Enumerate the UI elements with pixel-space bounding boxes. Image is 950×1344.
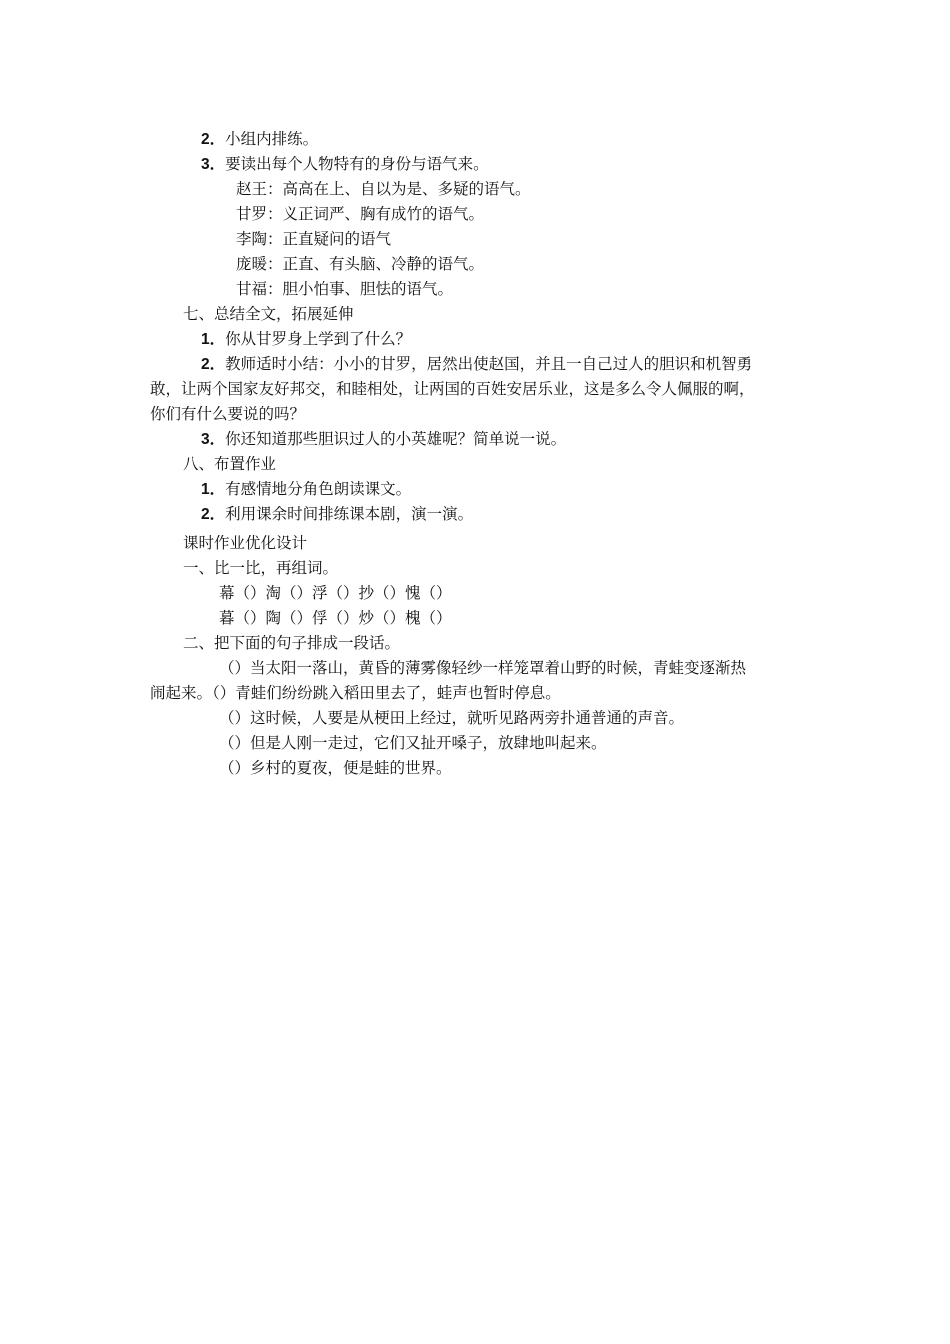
paragraph-line: 2．教师适时小结：小小的甘罗，居然出使赵国，并且一自己过人的胆识和机智勇 [201, 355, 753, 373]
homework-title: 课时作业优化设计 [183, 534, 308, 552]
paragraph-line: 敢，让两个国家友好邦交，和睦相处，让两国的百姓安居乐业，这是多么令人佩服的啊， [150, 380, 755, 398]
list-item: 2．小组内排练。 [201, 130, 319, 148]
list-item: 1．有感情地分角色朗读课文。 [201, 480, 412, 498]
list-item: 1．你从甘罗身上学到了什么？ [201, 330, 412, 348]
list-item: 3．要读出每个人物特有的身份与语气来。 [201, 155, 489, 173]
role-line: 赵王：高高在上、自以为是、多疑的语气。 [236, 180, 531, 198]
section-heading: 二、把下面的句子排成一段话。 [183, 634, 401, 652]
sentence-line: 闹起来。（）青蛙们纷纷跳入稻田里去了，蛙声也暂时停息。 [150, 684, 561, 702]
section-heading: 七、总结全文，拓展延伸 [183, 305, 354, 323]
word-row: 暮（）陶（）俘（）炒（）槐（） [219, 609, 452, 627]
list-item: 3．你还知道那些胆识过人的小英雄呢？简单说一说。 [201, 430, 567, 448]
list-item: 2．利用课余时间排练课本剧，演一演。 [201, 505, 474, 523]
role-line: 甘罗：义正词严、胸有成竹的语气。 [236, 205, 485, 223]
section-heading: 八、布置作业 [183, 455, 277, 473]
role-line: 庞暖：正直、有头脑、冷静的语气。 [236, 255, 485, 273]
sentence-line: （）但是人刚一走过，它们又扯开嗓子，放肆地叫起来。 [219, 734, 607, 752]
sentence-line: （）乡村的夏夜，便是蛙的世界。 [219, 759, 452, 777]
role-line: 甘福：胆小怕事、胆怯的语气。 [236, 280, 454, 298]
sentence-line: （）这时候，人要是从梗田上经过，就听见路两旁扑通普通的声音。 [219, 709, 685, 727]
word-row: 幕（）淘（）浮（）抄（）愧（） [219, 584, 452, 602]
paragraph-line: 你们有什么要说的吗？ [150, 405, 306, 423]
section-heading: 一、比一比，再组词。 [183, 559, 339, 577]
role-line: 李陶：正直疑问的语气 [236, 230, 392, 248]
sentence-line: （）当太阳一落山，黄昏的薄雾像轻纱一样笼罩着山野的时候，青蛙变逐渐热 [219, 659, 747, 677]
